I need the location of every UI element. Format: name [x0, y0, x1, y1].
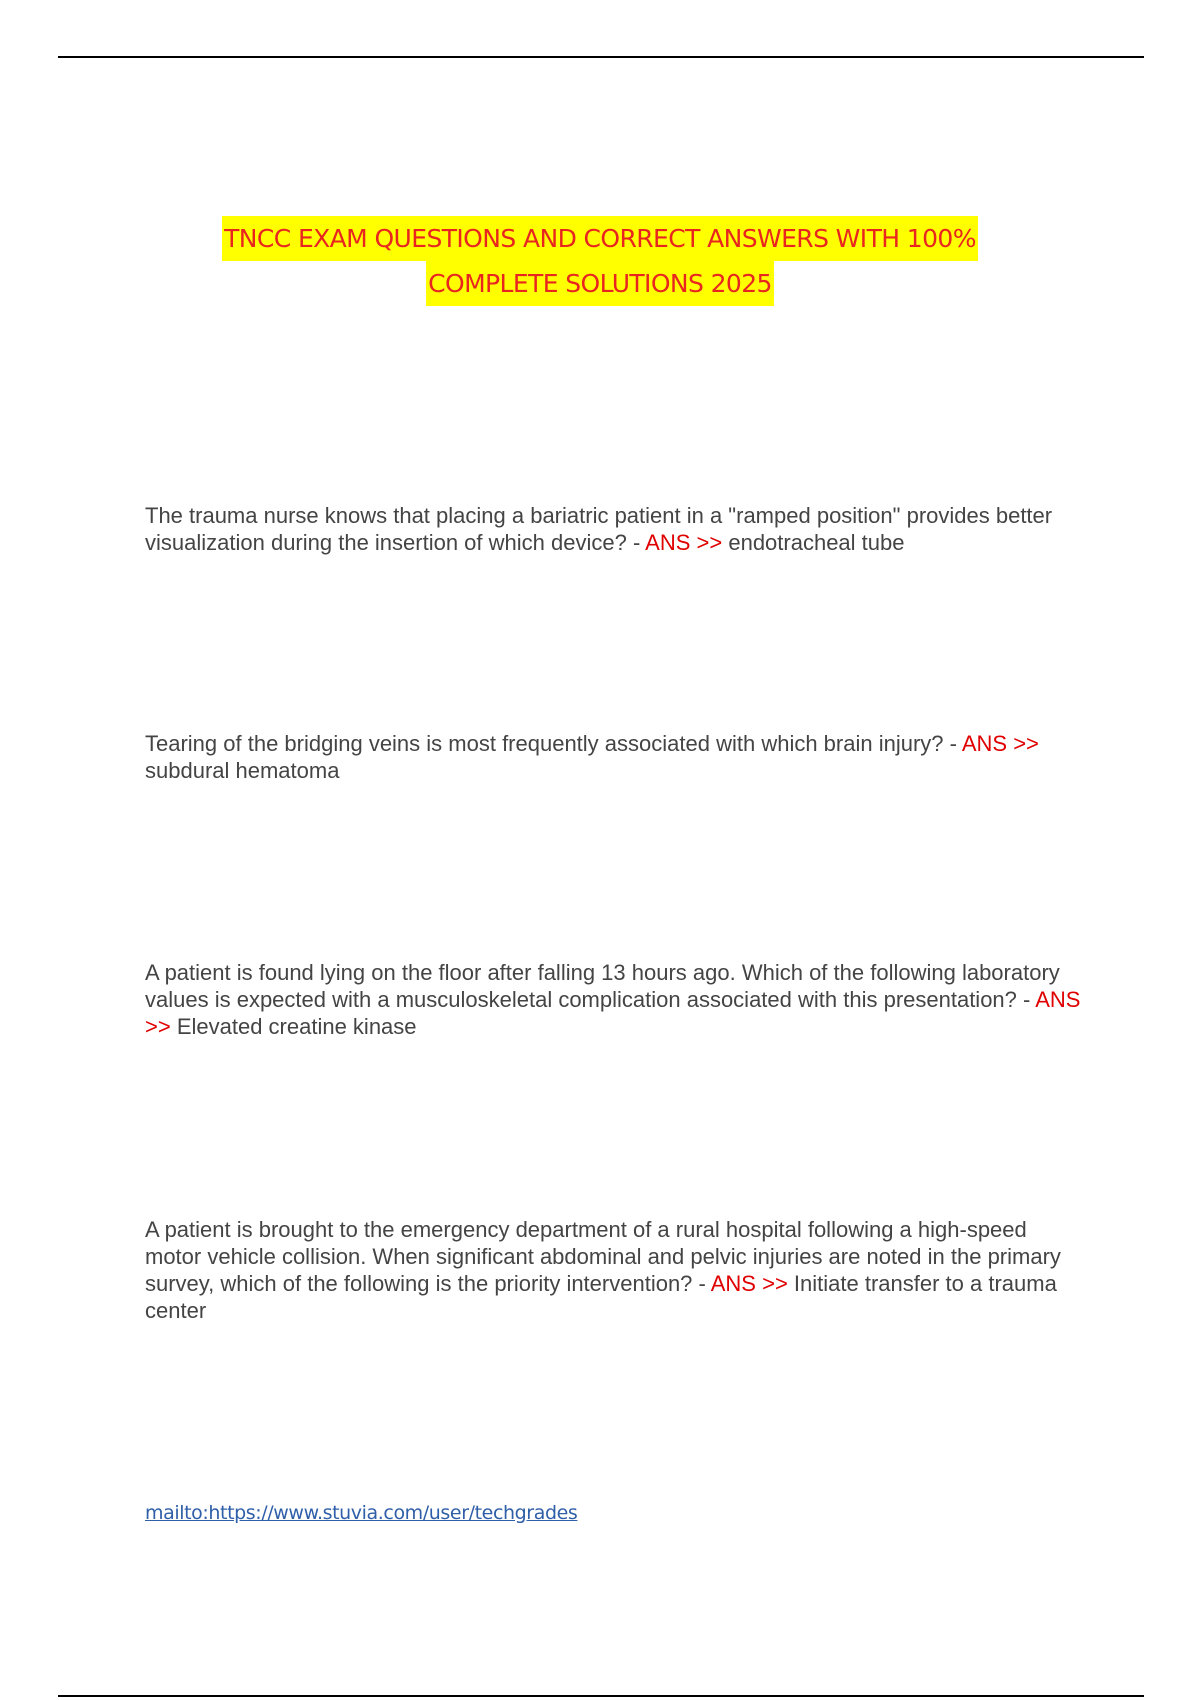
- header-rule: [58, 56, 1144, 58]
- qa-item-2: [145, 730, 1085, 784]
- title-line-2: COMPLETE SOLUTIONS 2025: [426, 261, 774, 306]
- answer-marker: ANS >>: [961, 731, 1039, 756]
- document-title: [0, 216, 1200, 306]
- qa-item-1: [145, 502, 1085, 556]
- answer-text: Initiate transfer to a trauma center: [145, 1271, 1057, 1323]
- footer-rule: [58, 1695, 1144, 1697]
- answer-marker: ANS >>: [710, 1271, 788, 1296]
- answer-marker: ANS >>: [145, 987, 1081, 1039]
- footer-link[interactable]: mailto:https://www.stuvia.com/user/techgrades: [145, 1502, 578, 1524]
- answer-marker: ANS >>: [645, 530, 723, 555]
- qa-item-4: [145, 1216, 1085, 1324]
- title-line-1: TNCC EXAM QUESTIONS AND CORRECT ANSWERS WITH 100%: [222, 216, 978, 261]
- question-text: A patient is found lying on the floor after falling 13 hours ago. Which of the following laboratory values is expected with a musculoskeletal complication associated with this presentation? -: [145, 960, 1060, 1012]
- qa-item-3: [145, 959, 1085, 1040]
- answer-text: Elevated creatine kinase: [176, 1014, 417, 1039]
- answer-text: subdural hematoma: [145, 758, 340, 783]
- answer-text: endotracheal tube: [728, 530, 905, 555]
- question-text: Tearing of the bridging veins is most frequently associated with which brain injury? -: [145, 731, 962, 756]
- question-text: The trauma nurse knows that placing a bariatric patient in a "ramped position" provides better visualization during the insertion of which device? -: [145, 503, 1053, 555]
- question-text: A patient is brought to the emergency department of a rural hospital following a high-speed motor vehicle collision. When significant abdominal and pelvic injuries are noted in the primary survey, which of the following is the priority intervention? -: [145, 1217, 1061, 1296]
